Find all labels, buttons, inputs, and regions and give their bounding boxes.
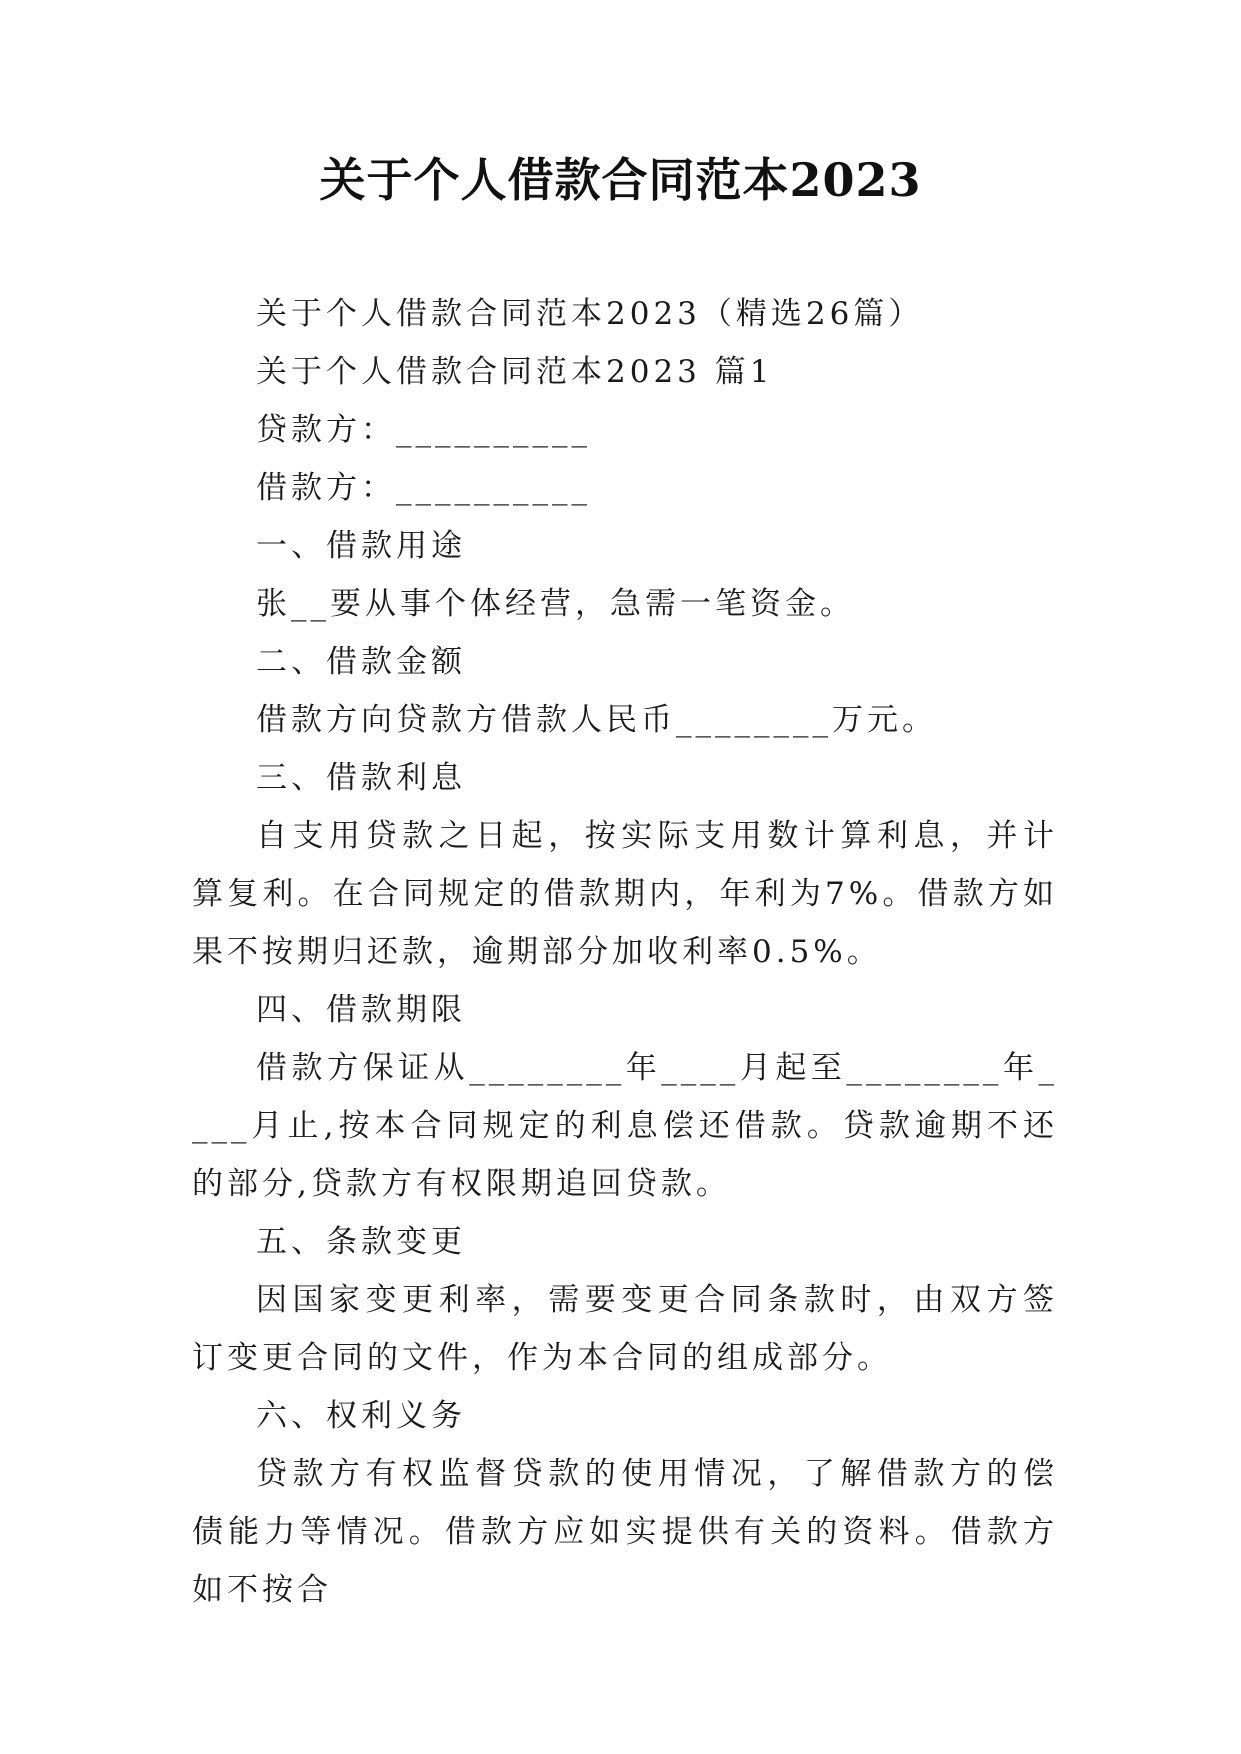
clause-heading-purpose: 一、借款用途: [256, 528, 466, 564]
clause-heading-rights: 六、权利义务: [256, 1398, 466, 1434]
section-heading-part-1: 关于个人借款合同范本2023 篇1: [256, 354, 774, 390]
document-title: 关于个人借款合同范本2023: [319, 153, 922, 207]
clause-heading-interest: 三、借款利息: [256, 760, 466, 796]
clause-text-term: 借款方保证从________年____月起至________年____月止,按本合同规定的利息偿还借款。贷款逾期不还的部分,贷款方有权限期追回贷款。: [192, 1050, 1058, 1202]
borrower-line: 借款方：__________: [256, 470, 591, 506]
clause-text-purpose: 张__要从事个体经营，急需一笔资金。: [256, 586, 855, 622]
document-body: [192, 285, 1058, 1619]
clause-text-rights: 贷款方有权监督贷款的使用情况，了解借款方的偿债能力等情况。借款方应如实提供有关的资料。借款方如不按合: [192, 1456, 1058, 1608]
clause-text-interest: 自支用贷款之日起，按实际支用数计算利息，并计算复利。在合同规定的借款期内，年利为7%。借款方如果不按期归还款，逾期部分加收利率0.5%。: [192, 818, 1058, 970]
subtitle-paragraph: 关于个人借款合同范本2023（精选26篇）: [256, 296, 924, 332]
clause-heading-term: 四、借款期限: [256, 992, 466, 1028]
lender-line: 贷款方：__________: [256, 412, 591, 448]
clause-heading-changes: 五、条款变更: [256, 1224, 466, 1260]
clause-text-changes: 因国家变更利率，需要变更合同条款时，由双方签订变更合同的文件，作为本合同的组成部分。: [192, 1282, 1058, 1376]
clause-heading-amount: 二、借款金额: [256, 644, 466, 680]
clause-text-amount: 借款方向贷款方借款人民币________万元。: [256, 702, 937, 738]
